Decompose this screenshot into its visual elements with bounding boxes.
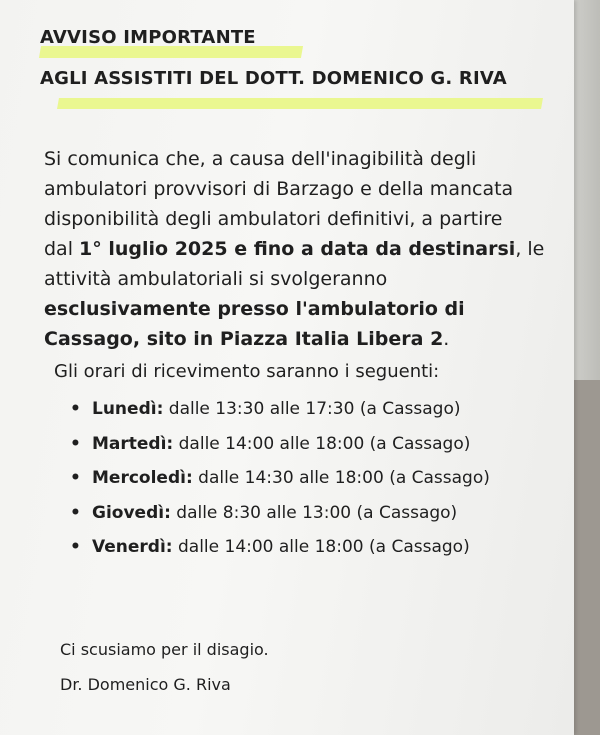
location-text: esclusivamente presso l'ambulatorio di <box>44 298 465 320</box>
hours-text: dalle 8:30 alle 13:00 (a Cassago) <box>170 502 458 523</box>
date-range-text: 1° luglio 2025 e fino a data da destinarsi <box>79 238 516 260</box>
day-label: Martedì: <box>92 433 174 454</box>
signature: Dr. Domenico G. Riva <box>60 675 231 694</box>
notice-title: AVVISO IMPORTANTE <box>40 27 256 48</box>
day-label: Lunedì: <box>92 399 164 419</box>
paragraph-line <box>44 234 554 264</box>
day-label: Giovedì: <box>92 502 171 523</box>
schedule-item-tuesday <box>70 429 490 464</box>
paragraph-line: disponibilità degli ambulatori definitivi, a partire <box>44 208 503 230</box>
bullet-icon: • <box>70 537 81 557</box>
paragraph-text: dal <box>44 238 80 260</box>
address-text: Cassago, sito in Piazza Italia Libera 2 <box>44 328 444 350</box>
bullet-icon: • <box>70 468 81 488</box>
schedule-intro: Gli orari di ricevimento saranno i seguenti: <box>54 361 440 382</box>
background-surface <box>574 380 600 735</box>
schedule-item-wednesday <box>70 463 490 498</box>
paragraph-line: ambulatori provvisori di Barzago e della mancata <box>44 178 514 200</box>
announcement-paragraph <box>44 144 554 354</box>
highlighter-mark-2 <box>57 98 543 109</box>
paragraph-line <box>44 324 554 354</box>
paragraph-text: , le <box>515 238 545 260</box>
paragraph-line: Si comunica che, a causa dell'inagibilità degli <box>44 148 477 170</box>
day-label: Mercoledì: <box>92 468 193 488</box>
paragraph-line: attività ambulatoriali si svolgeranno <box>44 268 388 290</box>
hours-text: dalle 13:30 alle 17:30 (a Cassago) <box>163 399 461 419</box>
bullet-icon: • <box>70 399 81 419</box>
hours-text: dalle 14:00 alle 18:00 (a Cassago) <box>173 433 471 454</box>
apology-text: Ci scusiamo per il disagio. <box>60 640 269 659</box>
hours-text: dalle 14:30 alle 18:00 (a Cassago) <box>192 468 490 488</box>
notice-subtitle: AGLI ASSISTITI DEL DOTT. DOMENICO G. RIVA <box>40 68 507 89</box>
schedule-item-monday <box>70 394 490 429</box>
paragraph-text: . <box>443 328 450 350</box>
schedule-list <box>70 394 490 567</box>
day-label: Venerdì: <box>92 537 173 557</box>
schedule-item-friday <box>70 532 490 567</box>
schedule-item-thursday <box>70 498 490 533</box>
bullet-icon: • <box>70 502 81 523</box>
hours-text: dalle 14:00 alle 18:00 (a Cassago) <box>172 537 470 557</box>
bullet-icon: • <box>70 433 81 454</box>
